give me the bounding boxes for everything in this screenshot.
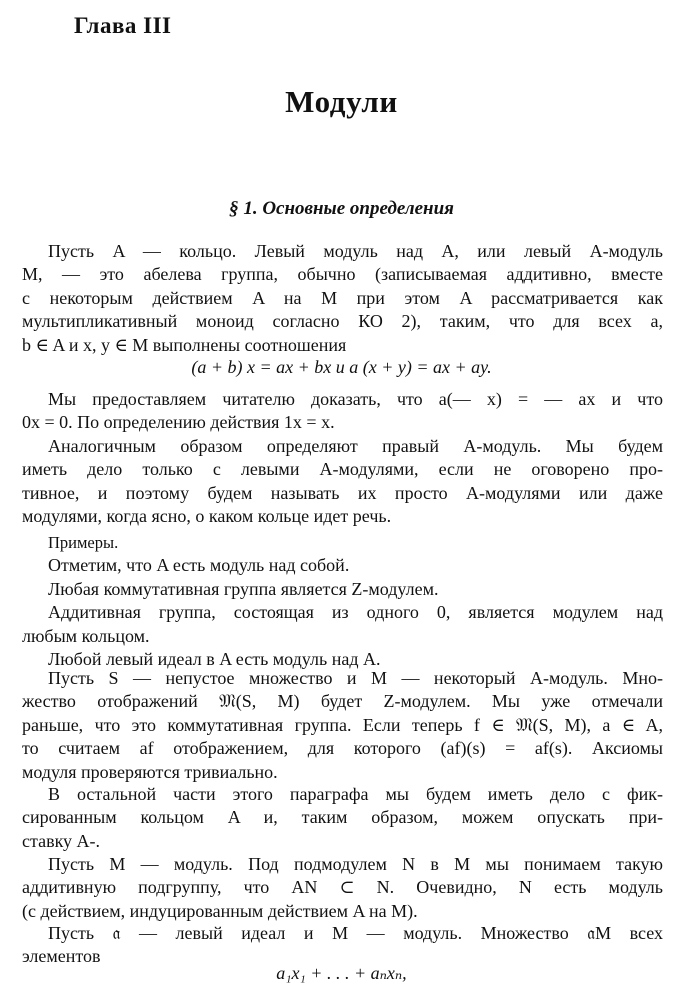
text-line: Мы предоставляем читателю доказать, что a(— x) = — ax и что	[48, 389, 663, 409]
example-item: Аддитивная группа, состоящая из одного 0, является модулем над	[48, 602, 663, 623]
text-line: Аналогичным образом определяют правый A-модуль. Мы будем	[48, 436, 663, 456]
text-line: то считаем af отображением, для которого (af)(s) = af(s). Аксиомы	[22, 738, 663, 759]
text-line: жество отображений 𝔐(S, M) будет Z-модулем. Мы уже отмечали	[22, 691, 663, 712]
example-item: Любая коммутативная группа является Z-модулем.	[48, 578, 439, 599]
text-line: модулями, когда ясно, о каком кольце идет речь.	[22, 506, 392, 527]
example-item: любым кольцом.	[22, 625, 150, 646]
text-line: сированным кольцом A и, таким образом, можем опускать при-	[22, 807, 663, 828]
text-line: иметь дело только с левыми A-модулями, если не оговорено про-	[22, 459, 663, 480]
text-line: с некоторым действием A на M при этом A рассматривается как	[22, 287, 663, 308]
paragraph-3	[22, 435, 663, 529]
text-line: 0x = 0. По определению действия 1x = x.	[22, 412, 335, 433]
formula-distributivity: (a + b) x = ax + bx и a (x + y) = ax + ay.	[191, 357, 492, 377]
text-line: Пусть M — модуль. Под подмодулем N в M мы понимаем такую	[48, 854, 663, 874]
paragraph-4	[22, 667, 663, 784]
example-item: Любой левый идеал в A есть модуль над A.	[48, 648, 381, 669]
paragraph-2	[22, 388, 663, 435]
text-line: мультипликативный моноид согласно КО 2), таким, что для всех a,	[22, 311, 663, 332]
text-line: b ∈ A и x, y ∈ M выполнены соотношения	[22, 334, 347, 355]
text-line: Пусть S — непустое множество и M — некоторый A-модуль. Мно-	[48, 668, 663, 688]
text-line: В остальной части этого параграфа мы будем иметь дело с фик-	[48, 784, 663, 804]
text-line: тивное, и поэтому будем называть их просто A-модулями или даже	[22, 482, 663, 503]
example-item: Отметим, что A есть модуль над собой.	[48, 555, 350, 576]
paragraph-5	[22, 783, 663, 853]
paragraph-1	[22, 240, 663, 357]
examples-block	[22, 531, 663, 671]
text-line: M, — это абелева группа, обычно (записываемая аддитивно, вместе	[22, 264, 663, 285]
chapter-title: Модули	[285, 84, 398, 119]
section-heading: § 1. Основные определения	[229, 198, 454, 219]
text-line: ставку A-.	[22, 830, 101, 851]
text-line: Пусть A — кольцо. Левый модуль над A, или левый A-модуль	[48, 241, 663, 261]
formula-linear-combination: a₁x₁ + . . . + aₙxₙ,	[276, 963, 407, 983]
text-line: раньше, что это коммутативная группа. Если теперь f ∈ 𝔐(S, M), a ∈ A,	[22, 714, 663, 735]
text-line: элементов	[22, 946, 101, 967]
chapter-heading: Глава III	[74, 13, 172, 38]
paragraph-6	[22, 853, 663, 923]
text-line: (с действием, индуцированным действием A на M).	[22, 900, 418, 921]
text-line: Пусть 𝔞 — левый идеал и M — модуль. Множество 𝔞M всех	[48, 923, 663, 943]
text-line: модуля проверяются тривиально.	[22, 761, 278, 782]
examples-heading: Примеры.	[48, 533, 119, 552]
text-line: аддитивную подгруппу, что AN ⊂ N. Очевидно, N есть модуль	[22, 877, 663, 898]
